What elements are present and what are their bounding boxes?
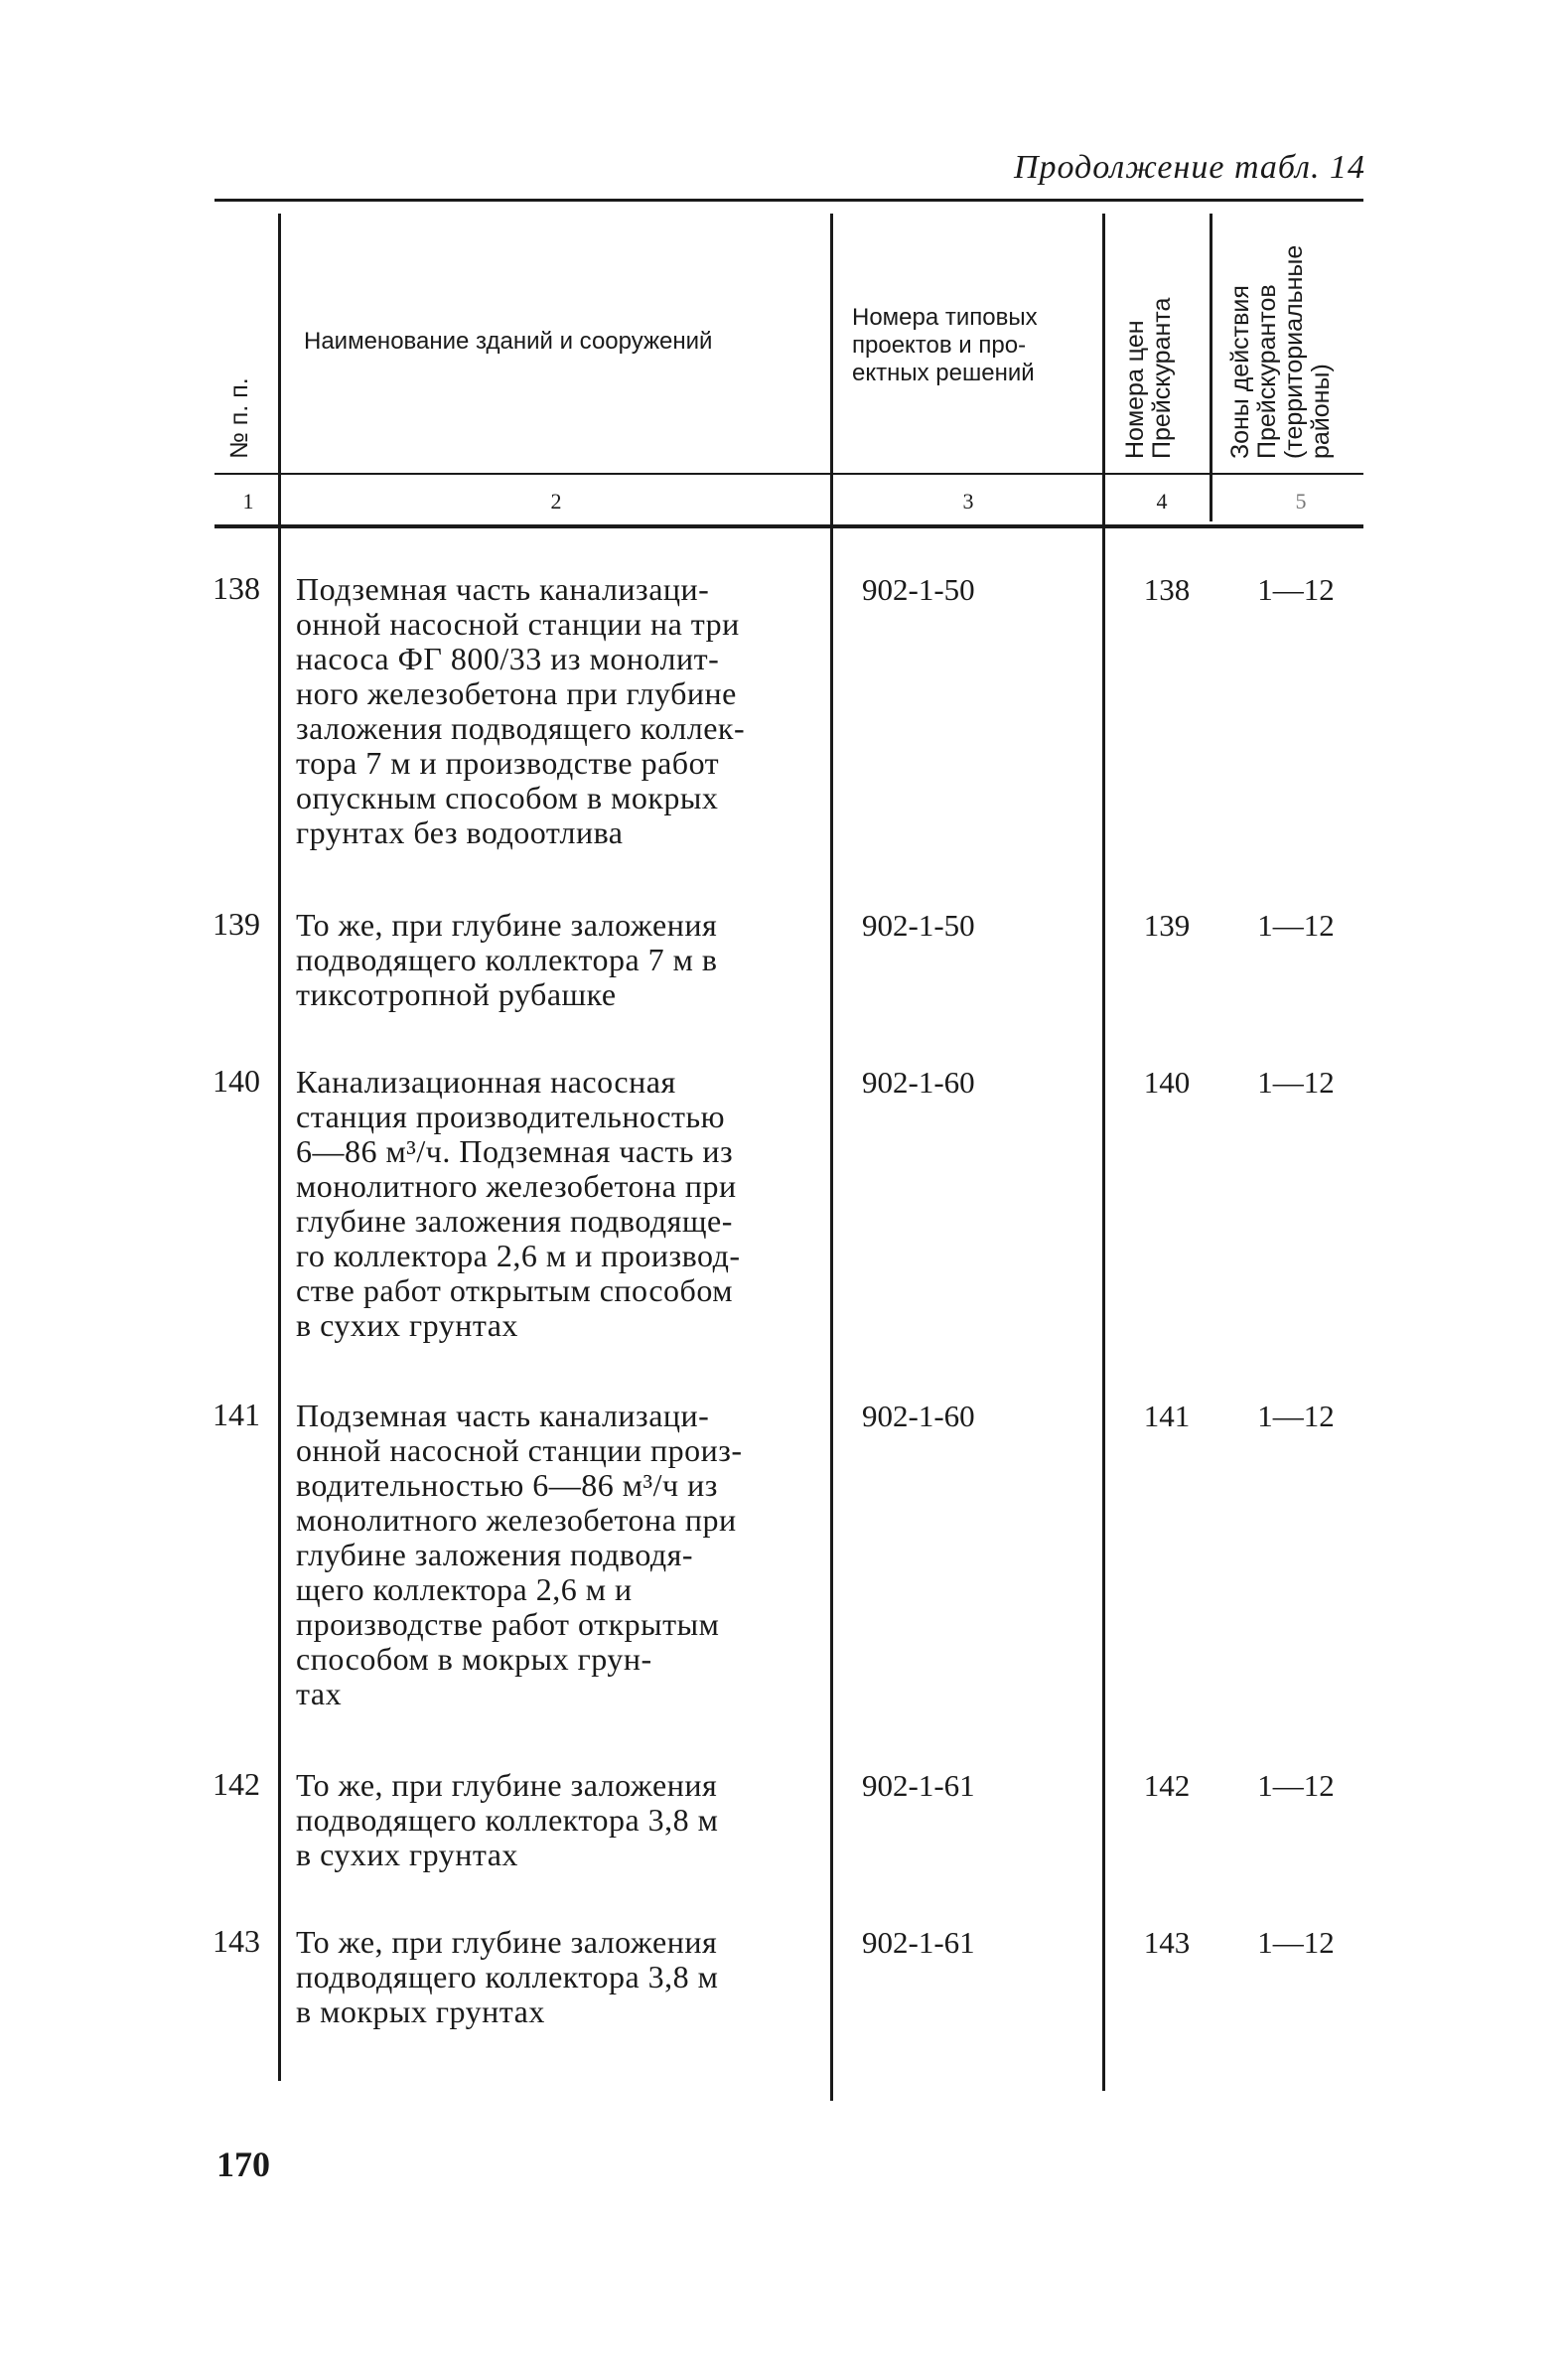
desc-line: водительностью 6—86 м³/ч из (296, 1467, 718, 1503)
desc-line: онной насосной станции произ- (296, 1432, 743, 1468)
row-description (296, 1925, 820, 2029)
col-number-2: 2 (550, 489, 562, 514)
desc-line: монолитного железобетона при (296, 1168, 737, 1204)
header-col3-line: ектных решений (852, 360, 1035, 386)
desc-line: То же, при глубине заложения (296, 907, 718, 943)
header-col1: № п. п. (225, 377, 253, 459)
page-number: 170 (216, 2144, 270, 2184)
desc-line: 6—86 м³/ч. Подземная часть из (296, 1133, 734, 1169)
desc-line: То же, при глубине заложения (296, 1924, 718, 1960)
header-col5 (1227, 245, 1335, 459)
row-number: 141 (213, 1397, 260, 1432)
header-bottom-rule (214, 473, 1363, 475)
row-description (296, 1768, 820, 1872)
col-number-1: 1 (242, 489, 254, 514)
col-divider-3 (1102, 214, 1105, 2091)
desc-line: глубине заложения подводяще- (296, 1203, 733, 1239)
colnum-bottom-rule (214, 524, 1363, 528)
zone-range: 1—12 (1257, 1768, 1335, 1803)
header-col4-line: Прейскуранта (1148, 297, 1176, 459)
header-col2: Наименование зданий и сооружений (304, 328, 713, 355)
desc-line: способом в мокрых грун- (296, 1641, 652, 1677)
header-col3-line: Номера типовых (852, 304, 1038, 331)
desc-line: глубине заложения подводя- (296, 1537, 694, 1572)
header-col5-line: Зоны действия (1226, 285, 1254, 459)
row-number: 140 (213, 1063, 260, 1099)
header-col3 (852, 304, 1090, 387)
price-number: 140 (1143, 1065, 1191, 1100)
desc-line: станция производительностью (296, 1099, 725, 1134)
desc-line: заложения подводящего коллек- (296, 710, 746, 746)
desc-line: подводящего коллектора 3,8 м (296, 1959, 719, 1994)
zone-range: 1—12 (1257, 1065, 1335, 1100)
desc-line: Подземная часть канализаци- (296, 571, 710, 607)
col-number-3: 3 (962, 489, 974, 514)
price-number: 143 (1143, 1925, 1191, 1960)
desc-line: стве работ открытым способом (296, 1272, 733, 1308)
desc-line: опускным способом в мокрых (296, 780, 719, 815)
price-number: 141 (1143, 1399, 1191, 1433)
col-divider-1 (278, 214, 281, 2081)
desc-line: тах (296, 1676, 343, 1711)
desc-line: То же, при глубине заложения (296, 1767, 718, 1803)
row-description (296, 908, 820, 1012)
header-col5-line: районы) (1307, 364, 1335, 459)
project-code: 902-1-61 (862, 1925, 975, 1960)
desc-line: грунтах без водоотлива (296, 814, 624, 850)
desc-line: монолитного железобетона при (296, 1502, 737, 1538)
header-col3-line: проектов и про- (852, 332, 1027, 359)
col-divider-2 (830, 214, 833, 2101)
desc-line: в мокрых грунтах (296, 1993, 545, 2029)
desc-line: тиксотропной рубашке (296, 976, 617, 1012)
desc-line: в сухих грунтах (296, 1837, 518, 1872)
col-divider-4 (1210, 214, 1212, 521)
desc-line: подводящего коллектора 7 м в (296, 942, 718, 977)
zone-range: 1—12 (1257, 572, 1335, 607)
col-number-4: 4 (1156, 489, 1168, 514)
row-description (296, 1065, 820, 1343)
header-col5-line: (территориальные (1280, 244, 1308, 459)
desc-line: онной насосной станции на три (296, 606, 740, 642)
header-col4-line: Номера цен (1121, 320, 1149, 459)
row-number: 138 (213, 570, 260, 606)
desc-line: го коллектора 2,6 м и производ- (296, 1238, 741, 1273)
row-number: 142 (213, 1766, 260, 1802)
project-code: 902-1-61 (862, 1768, 975, 1803)
desc-line: ного железобетона при глубине (296, 675, 737, 711)
table-caption: Продолжение табл. 14 (1013, 149, 1365, 186)
zone-range: 1—12 (1257, 908, 1335, 943)
row-number: 139 (213, 906, 260, 942)
project-code: 902-1-50 (862, 572, 975, 607)
row-number: 143 (213, 1923, 260, 1959)
zone-range: 1—12 (1257, 1925, 1335, 1960)
desc-line: тора 7 м и производстве работ (296, 745, 720, 781)
desc-line: подводящего коллектора 3,8 м (296, 1802, 719, 1838)
price-number: 139 (1143, 908, 1191, 943)
desc-line: Подземная часть канализаци- (296, 1398, 710, 1433)
col-number-5: 5 (1295, 489, 1307, 514)
desc-line: производстве работ открытым (296, 1606, 720, 1642)
zone-range: 1—12 (1257, 1399, 1335, 1433)
desc-line: щего коллектора 2,6 м и (296, 1571, 633, 1607)
header-col4 (1122, 298, 1176, 459)
price-number: 142 (1143, 1768, 1191, 1803)
row-description (296, 572, 820, 850)
project-code: 902-1-60 (862, 1399, 975, 1433)
desc-line: в сухих грунтах (296, 1307, 518, 1343)
desc-line: насоса ФГ 800/33 из монолит- (296, 641, 720, 676)
top-rule (214, 199, 1363, 202)
desc-line: Канализационная насосная (296, 1064, 676, 1100)
project-code: 902-1-50 (862, 908, 975, 943)
project-code: 902-1-60 (862, 1065, 975, 1100)
price-number: 138 (1143, 572, 1191, 607)
row-description (296, 1399, 820, 1711)
header-col5-line: Прейскурантов (1253, 284, 1281, 459)
